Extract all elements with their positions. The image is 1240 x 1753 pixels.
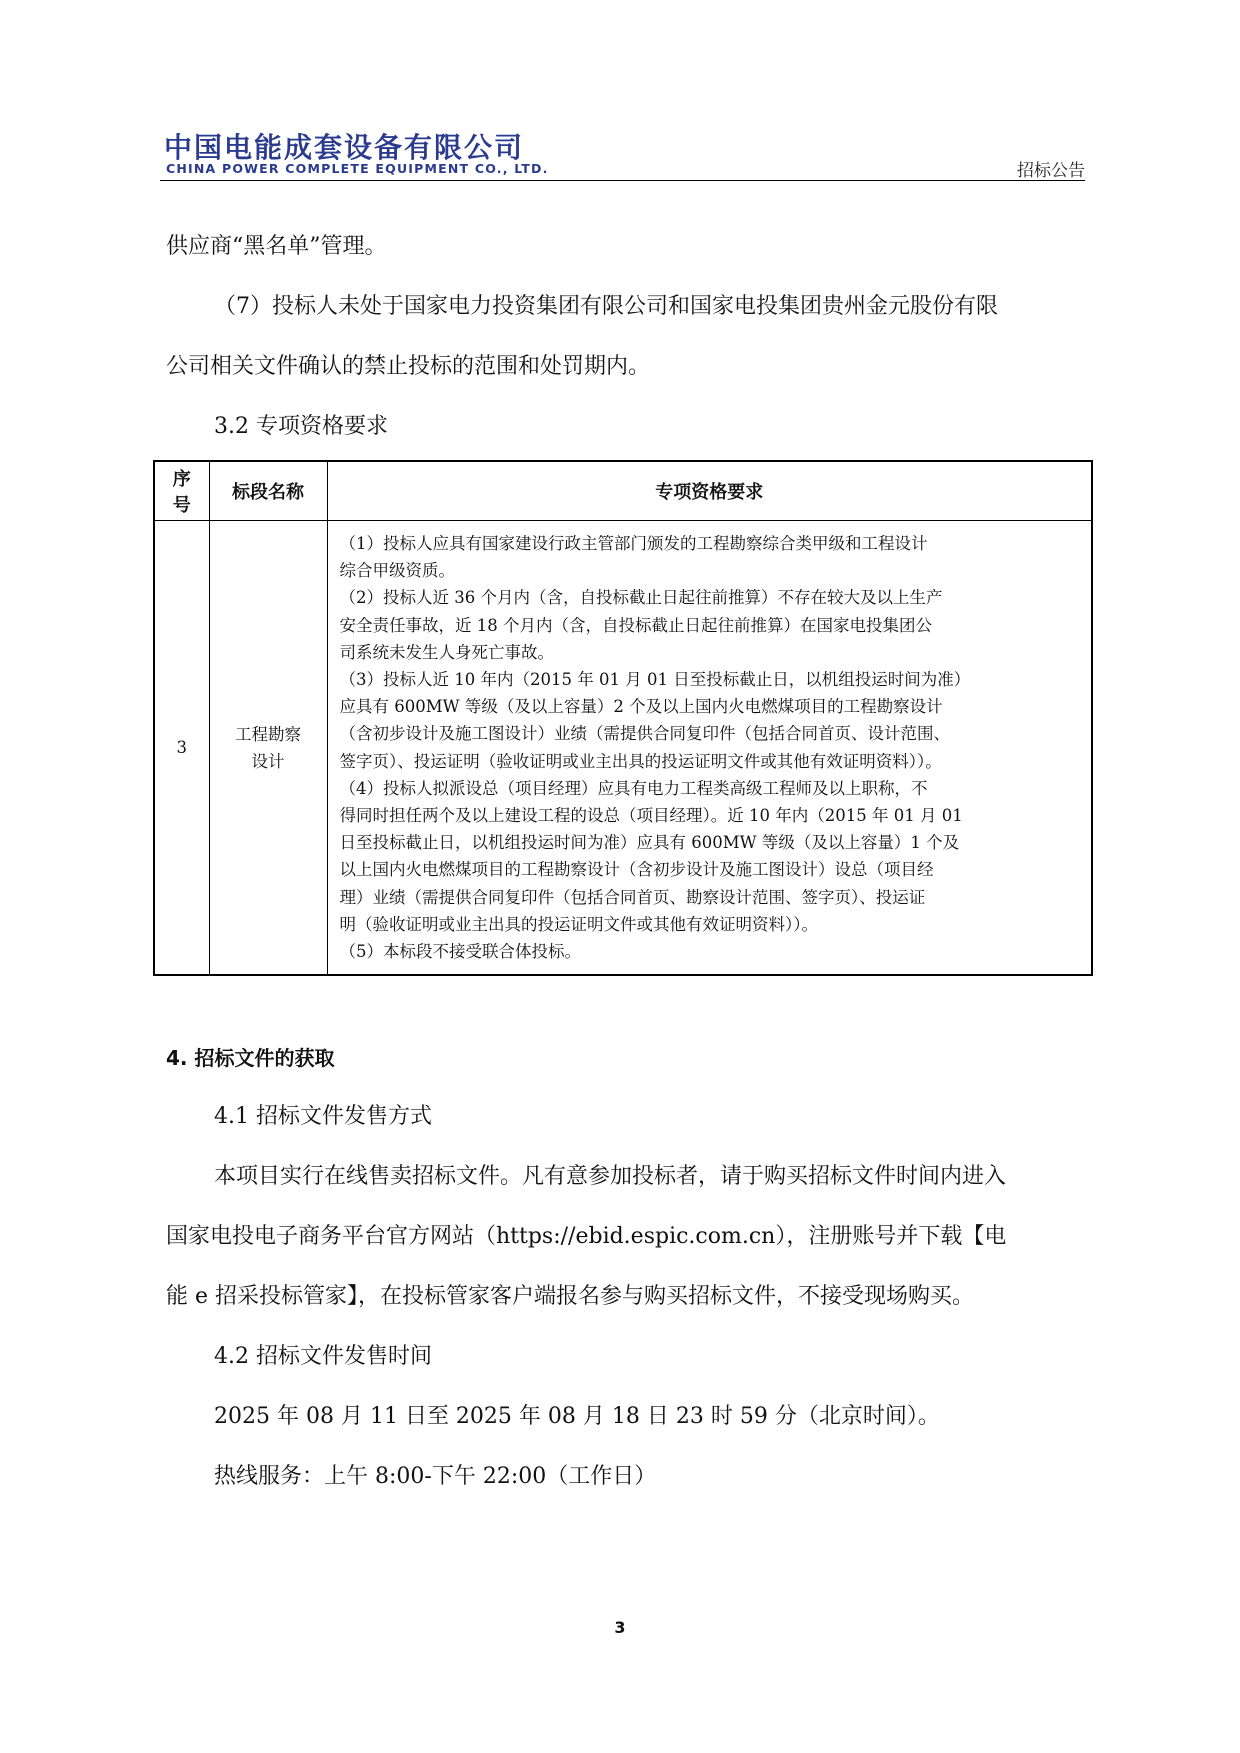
requirement-line: （4）投标人拟派设总（项目经理）应具有电力工程类高级工程师及以上职称，不 [339,778,928,798]
requirement-line: （3）投标人近 10 年内（2015 年 01 月 01 日至投标截止日，以机组投运时间为准） [339,670,971,690]
paragraph-item-7-line2: 公司相关文件确认的禁止投标的范围和处罚期内。 [166,354,651,379]
section-4-2-heading: 4.2 招标文件发售时间 [214,1344,432,1369]
table-header-row [154,461,1092,521]
table-row [154,521,1092,976]
requirement-line: 日至投标截止日，以机组投运时间为准）应具有 600MW 等级（及以上容量）1 个及 [339,833,960,853]
section-4-1-body-line1: 本项目实行在线售卖招标文件。凡有意参加投标者，请于购买招标文件时间内进入 [214,1164,1007,1189]
qualification-table [153,460,1093,976]
company-logo-cn: 中国电能成套设备有限公司 [164,131,525,164]
requirement-line: 安全责任事故，近 18 个月内（含，自投标截止日起往前推算）在国家电投集团公 [339,615,932,635]
cell-serial-no: 3 [154,521,209,976]
page-header [160,120,1085,182]
sale-time: 2025 年 08 月 11 日至 2025 年 08 月 18 日 23 时 59 分（北京时间）。 [214,1404,940,1429]
requirement-line: 综合甲级资质。 [339,561,455,581]
section-4-1-heading: 4.1 招标文件发售方式 [214,1104,432,1129]
header-serial-no-line2: 号 [172,495,191,516]
paragraph-item-7-line1: （7）投标人未处于国家电力投资集团有限公司和国家电投集团贵州金元股份有限 [214,294,998,319]
header-serial-no-line1: 序 [172,469,191,490]
requirement-line: （1）投标人应具有国家建设行政主管部门颁发的工程勘察综合类甲级和工程设计 [339,534,928,553]
section-3-2-heading: 3.2 专项资格要求 [214,414,388,439]
requirement-line: （2）投标人近 36 个月内（含，自投标截止日起往前推算）不存在较大及以上生产 [339,588,943,608]
document-type: 招标公告 [1017,161,1085,181]
header-requirements: 专项资格要求 [327,461,1092,521]
requirement-line: 以上国内火电燃煤项目的工程勘察设计（含初步设计及施工图设计）设总（项目经 [339,860,934,880]
requirement-line: （含初步设计及施工图设计）业绩（需提供合同复印件（包括合同首页、设计范围、 [339,724,950,744]
requirement-line: 得同时担任两个及以上建设工程的设总（项目经理）。近 10 年内（2015 年 01 月 01 [339,806,963,826]
requirement-line: 明（验收证明或业主出具的投运证明文件或其他有效证明资料））。 [339,914,818,934]
requirement-line: 应具有 600MW 等级（及以上容量）2 个及以上国内火电燃煤项目的工程勘察设计 [339,697,943,717]
company-logo-en: CHINA POWER COMPLETE EQUIPMENT CO., LTD. [166,161,549,176]
header-divider [160,180,1085,181]
section-4-1-body-line3: 能 e 招采投标管家】，在投标管家客户端报名参与购买招标文件，不接受现场购买。 [166,1284,975,1309]
requirement-line: 理）业绩（需提供合同复印件（包括合同首页、勘察设计范围、签字页）、投运证 [339,887,926,907]
section-4-1-body-line2: 国家电投电子商务平台官方网站（https://ebid.espic.com.cn），注册账号并下载【电 [166,1224,1007,1249]
header-lot-name: 标段名称 [209,461,327,521]
hotline-service: 热线服务：上午 8:00-下午 22:00（工作日） [214,1464,657,1489]
cell-lot-name-line2: 设计 [251,751,285,771]
paragraph-continuation: 供应商“黑名单”管理。 [166,234,387,259]
header-serial-no [154,461,209,521]
page-number: 3 [614,1618,626,1637]
section-4-heading: 4. 招标文件的获取 [166,1046,335,1070]
requirement-line: 签字页）、投运证明（验收证明或业主出具的投运证明文件或其他有效证明资料））。 [339,751,942,771]
cell-requirements [327,521,1092,976]
requirement-line: 司系统未发生人身死亡事故。 [339,642,554,662]
cell-lot-name-line1: 工程勘察 [235,724,301,744]
requirement-line: （5）本标段不接受联合体投标。 [339,942,581,962]
cell-lot-name [209,521,327,976]
